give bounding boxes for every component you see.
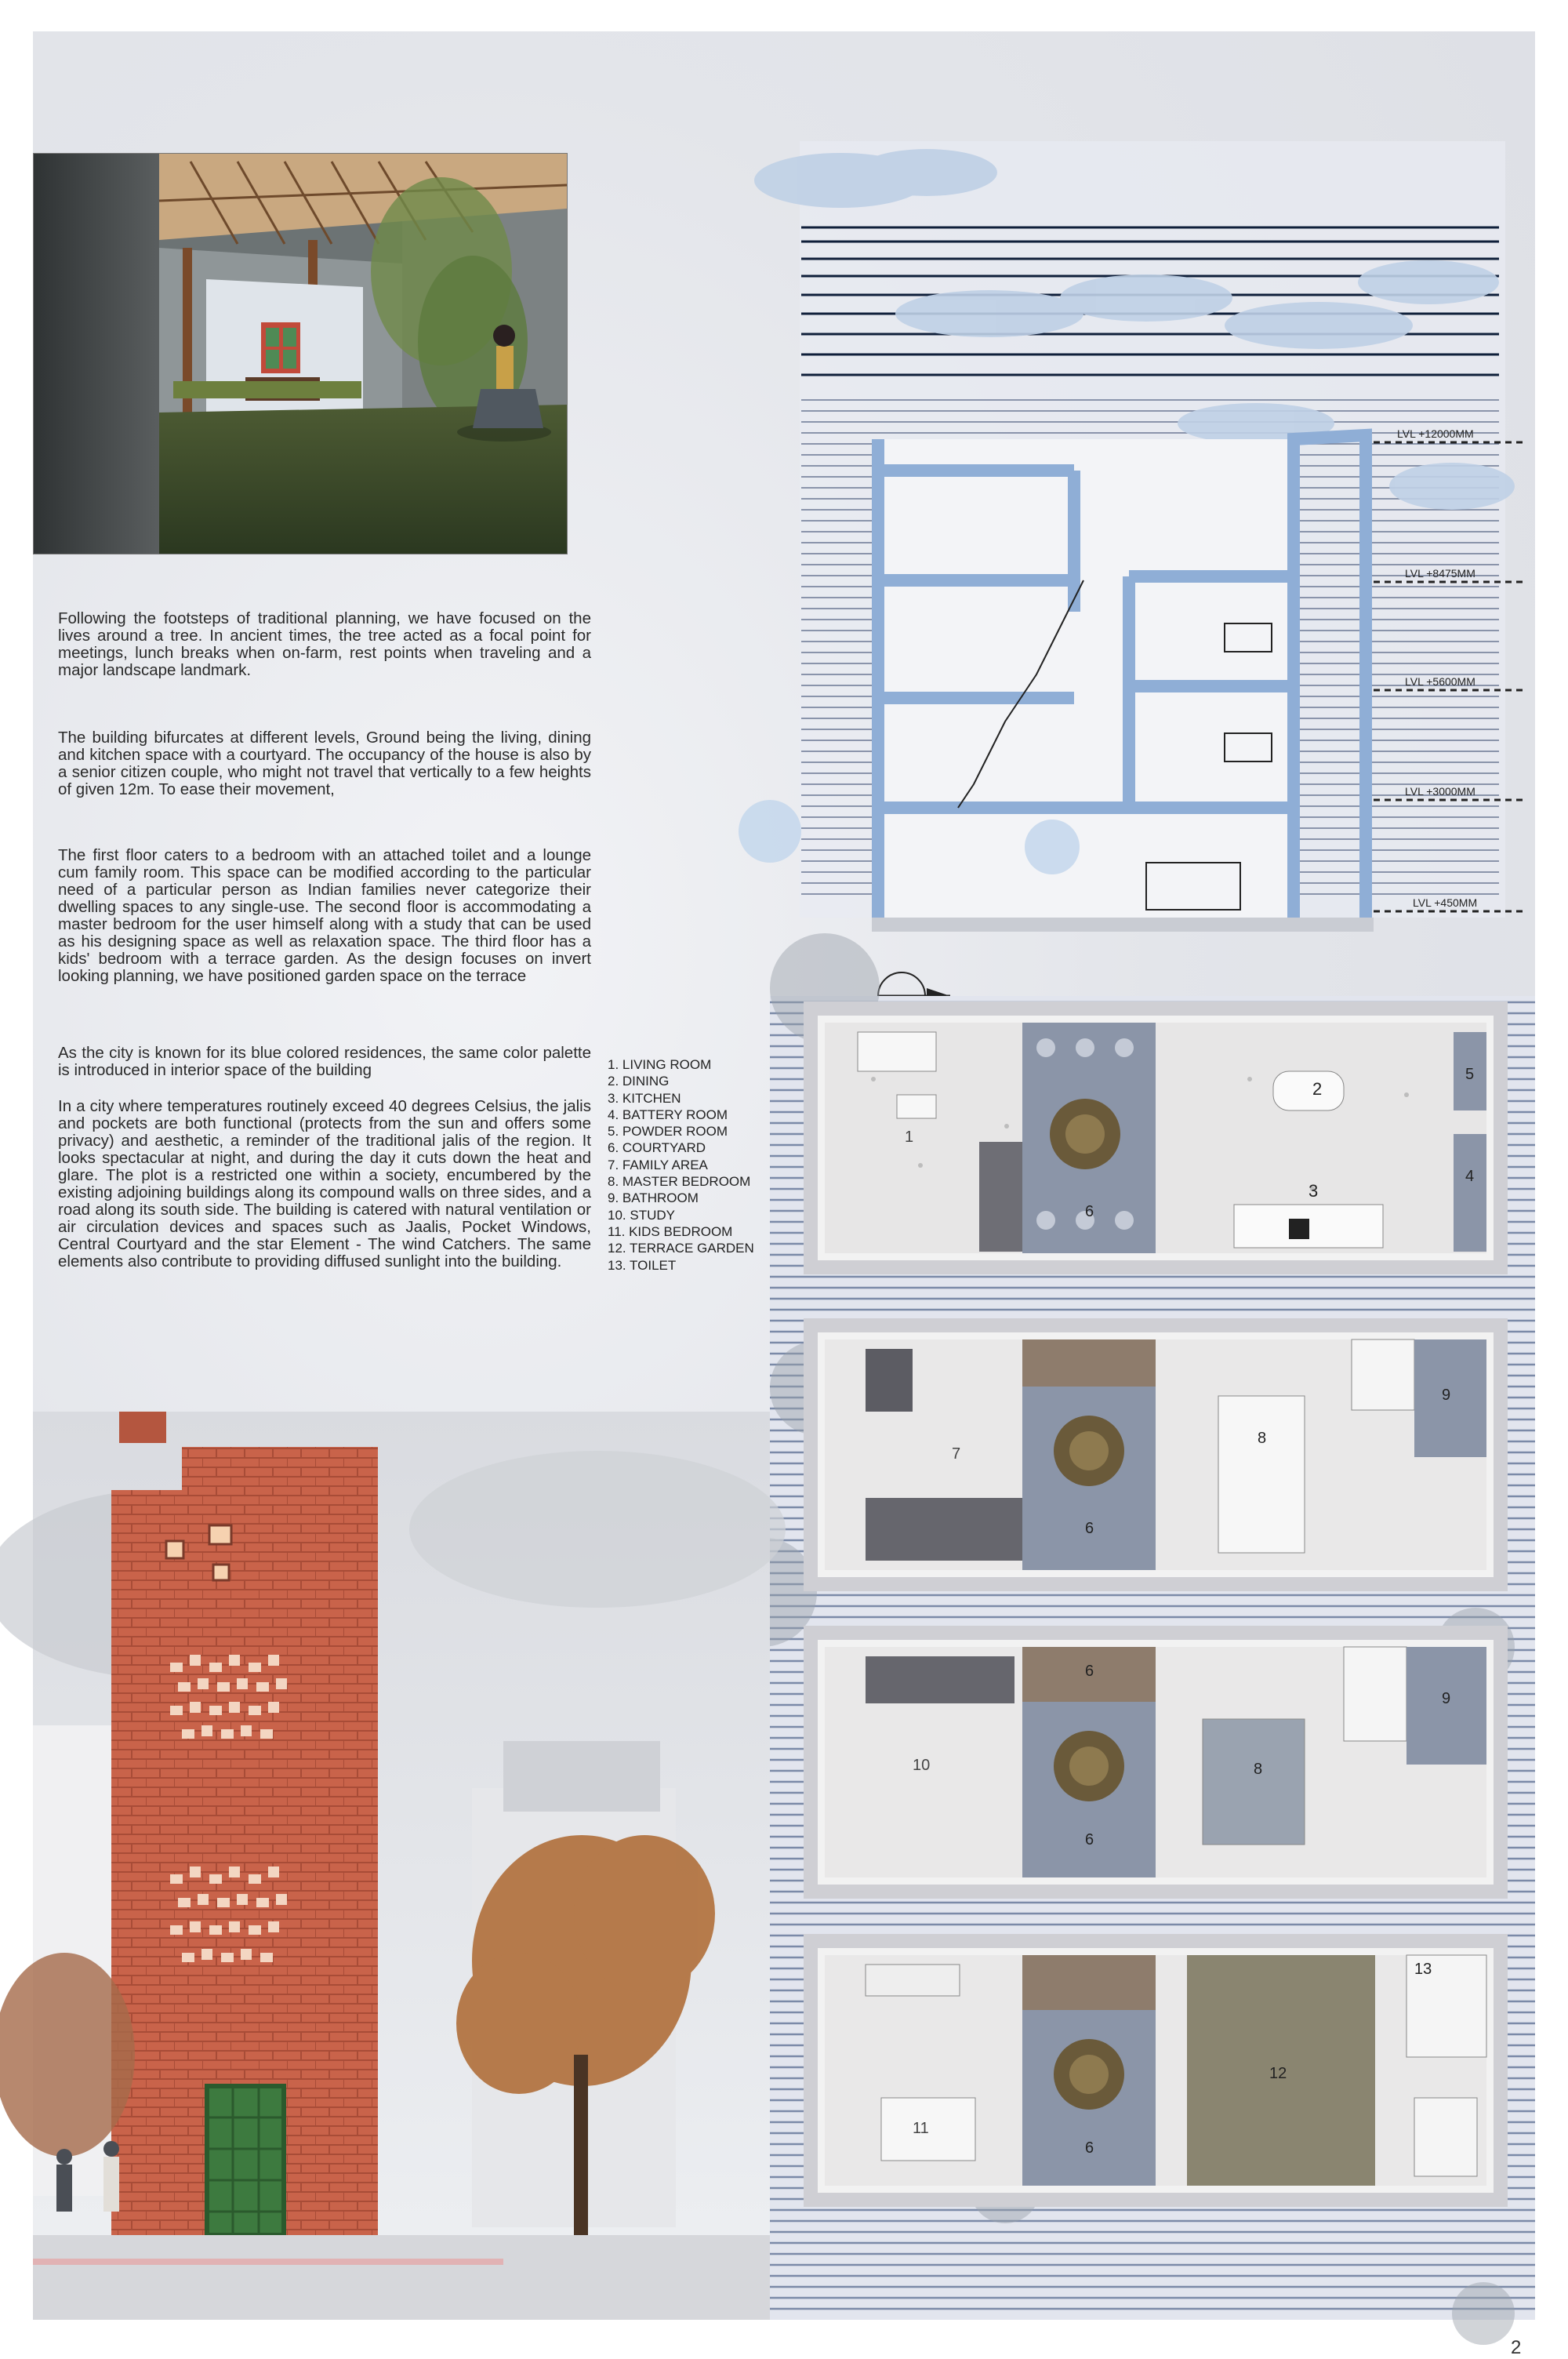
room-label: 6	[1085, 2139, 1094, 2157]
room-label: 5	[1465, 1066, 1475, 1083]
room-label: 7	[952, 1445, 961, 1463]
room-label: 6	[1085, 1831, 1094, 1848]
room-label: 9	[1442, 1690, 1451, 1707]
room-label: 6	[1085, 1663, 1094, 1680]
courtyard-render	[33, 153, 568, 554]
legend-item: 7. FAMILY AREA	[608, 1157, 708, 1172]
room-label: 2	[1312, 1079, 1323, 1099]
first-floor-plan	[811, 1325, 1501, 1584]
building-section	[582, 141, 1535, 933]
legend-item: 13. TOILET	[608, 1257, 677, 1273]
level-label: LVL +3000MM	[1405, 785, 1475, 798]
room-label: 1	[905, 1129, 914, 1146]
ground-floor-plan	[811, 1009, 1501, 1267]
legend-item: 3. KITCHEN	[608, 1090, 681, 1106]
room-label: 8	[1258, 1430, 1267, 1447]
third-floor-plan	[811, 1941, 1501, 2200]
room-legend	[608, 1056, 772, 1274]
description-paragraph: Following the footsteps of traditional planning, we have focused on the lives around a tree. In ancient times, the tree acted as a focal point for meetings, lunch breaks when on-farm, rest points when traveling and a major landscape landmark.	[58, 609, 591, 679]
legend-item: 9. BATHROOM	[608, 1190, 699, 1206]
legend-item: 12. TERRACE GARDEN	[608, 1241, 754, 1256]
level-label: LVL +8475MM	[1405, 567, 1475, 580]
legend-item: 5. POWDER ROOM	[608, 1124, 728, 1140]
room-label: 8	[1254, 1761, 1263, 1778]
room-label: 6	[1085, 1203, 1094, 1220]
room-label: 10	[913, 1757, 931, 1774]
legend-item: 4. BATTERY ROOM	[608, 1107, 728, 1122]
room-label: 9	[1442, 1387, 1451, 1404]
room-label: 13	[1414, 1961, 1432, 1978]
room-label: 12	[1269, 2065, 1287, 2082]
legend-item: 2. DINING	[608, 1074, 670, 1089]
presentation-sheet	[33, 31, 1535, 2358]
front-elevation-render	[33, 1412, 770, 2320]
legend-item: 6. COURTYARD	[608, 1140, 706, 1156]
description-paragraph: The building bifurcates at different levels, Ground being the living, dining and kitchen space with a courtyard. The occupancy of the house is also by a senior citizen couple, who might not travel that vertically to a few heights of given 12m. To ease their movement,	[58, 729, 591, 798]
legend-item: 10. STUDY	[608, 1207, 675, 1223]
room-label: 4	[1465, 1168, 1475, 1185]
room-label: 6	[1085, 1520, 1094, 1537]
description-paragraph: As the city is known for its blue colored residences, the same color palette is introduced in interior space of the building	[58, 1044, 591, 1079]
room-label: 11	[913, 2120, 929, 2137]
level-label: LVL +450MM	[1413, 896, 1478, 909]
second-floor-plan	[811, 1633, 1501, 1892]
description-paragraph: The first floor caters to a bedroom with an attached toilet and a lounge cum family room. This space can be modified according to the particular need of a particular person as Indian families never categorize their dwelling spaces to any single-use. The second floor is accommodating a master bedroom for the user himself along with a study that can be used as his designing space as well as relaxation space. The third floor has a kids' bedroom with a terrace garden. As the design focuses on invert looking planning, we have positioned garden space on the terrace	[58, 846, 591, 985]
legend-item: 1. LIVING ROOM	[608, 1057, 712, 1072]
level-label: LVL +12000MM	[1397, 427, 1474, 440]
room-label: 3	[1308, 1181, 1319, 1201]
description-paragraph: In a city where temperatures routinely exceed 40 degrees Celsius, the jalis and pockets are both functional (protects from the sun and offers some privacy) and aesthetic, a reminder of the traditional jalis of the region. It looks spectacular at night, and during the day it cuts down the heat and glare. The plot is a restricted one within a society, encumbered by the existing adjoining buildings along its compound walls on three sides, and a road along its south side. The building is catered with natural ventilation or air circulation devices and spaces such as Jaalis, Pocket Windows, Central Courtyard and the star Element - The wind Catchers. The same elements also contribute to providing diffused sunlight into the building.	[58, 1097, 591, 1270]
page-number: 2	[1511, 2337, 1522, 2358]
level-label: LVL +5600MM	[1405, 675, 1475, 688]
legend-item: 8. MASTER BEDROOM	[608, 1174, 751, 1190]
legend-item: 11. KIDS BEDROOM	[608, 1223, 733, 1239]
